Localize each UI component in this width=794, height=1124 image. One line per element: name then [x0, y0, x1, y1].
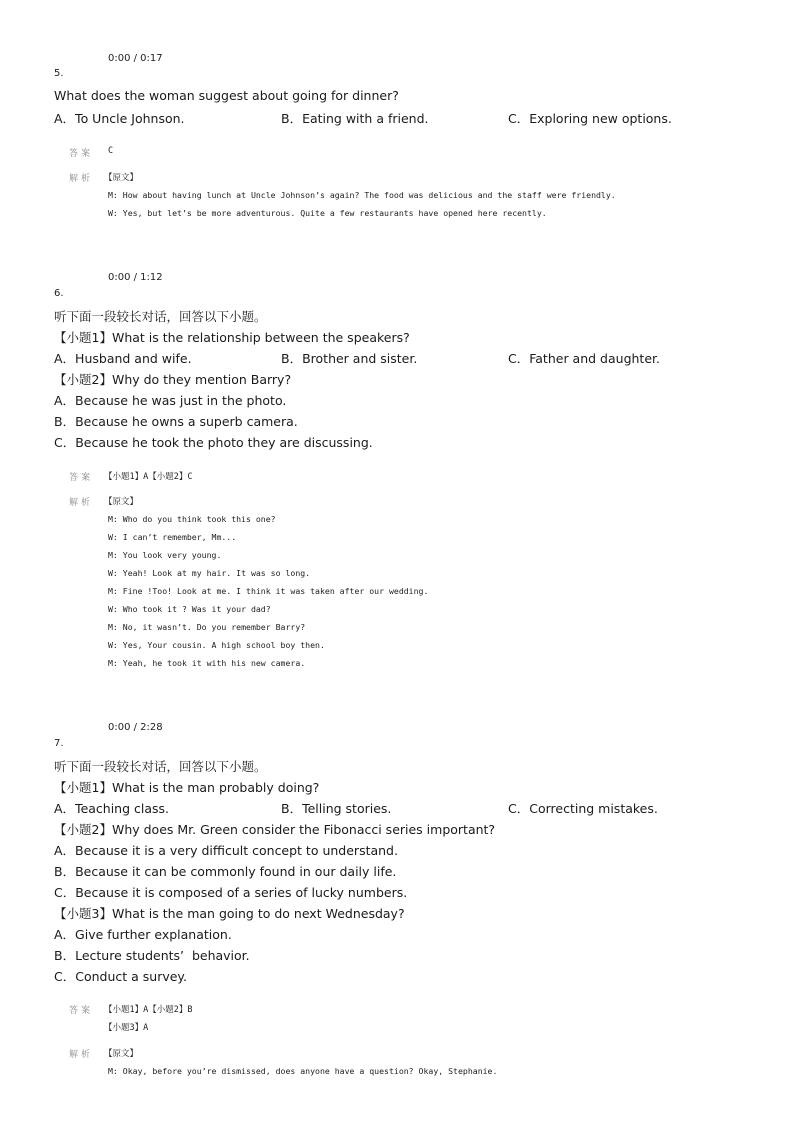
transcript-line: M: How about having lunch at Uncle Johnson’s again? The food was delicious and the staff were friendly.: [108, 190, 616, 200]
transcript-line: W: Yes, Your cousin. A high school boy then.: [108, 640, 325, 650]
transcript-line: M: Okay, before you’re dismissed, does anyone have a question? Okay, Stephanie.: [108, 1066, 498, 1076]
option-c: C．Father and daughter.: [508, 351, 660, 366]
transcript-line: W: Yeah! Look at my hair. It was so long.: [108, 568, 311, 578]
original-text-label: 【原文】: [104, 1049, 139, 1059]
answer-label: 答案: [69, 1006, 94, 1016]
sub-question-1: 【小题1】What is the man probably doing?: [54, 780, 320, 795]
option-c: C．Correcting mistakes.: [508, 801, 658, 816]
transcript-line: M: No, it wasn’t. Do you remember Barry?: [108, 622, 306, 632]
analysis-label: 解析: [69, 498, 94, 508]
answer-label: 答案: [69, 473, 94, 483]
option-a: A．Because it is a very difficult concept to understand.: [54, 843, 398, 858]
question-number: 6.: [54, 288, 64, 299]
question-intro: 听下面一段较长对话，回答以下小题。: [54, 309, 267, 324]
option-c: C．Because he took the photo they are discussing.: [54, 435, 373, 450]
transcript-line: W: Yes, but let’s be more adventurous. Quite a few restaurants have opened here recently.: [108, 208, 547, 218]
option-a: A．Because he was just in the photo.: [54, 393, 287, 408]
audio-time-q5[interactable]: 0:00 / 0:17: [108, 53, 163, 64]
answer-label: 答案: [69, 149, 94, 159]
option-a: A．Teaching class.: [54, 801, 170, 816]
option-b: B．Eating with a friend.: [281, 111, 429, 126]
analysis-label: 解析: [69, 174, 94, 184]
option-a: A．Husband and wife.: [54, 351, 192, 366]
sub-question-2: 【小题2】Why does Mr. Green consider the Fibonacci series important?: [54, 822, 496, 837]
answer-value: 【小题3】A: [104, 1023, 149, 1033]
answer-value: 【小题1】A【小题2】C: [104, 472, 193, 482]
audio-time-q7[interactable]: 0:00 / 2:28: [108, 722, 163, 733]
sub-question-3: 【小题3】What is the man going to do next Wednesday?: [54, 906, 405, 921]
answer-value: 【小题1】A【小题2】B: [104, 1005, 193, 1015]
sub-question-2: 【小题2】Why do they mention Barry?: [54, 372, 292, 387]
question-number: 5.: [54, 68, 64, 79]
original-text-label: 【原文】: [104, 497, 139, 507]
audio-time-q6[interactable]: 0:00 / 1:12: [108, 272, 163, 283]
option-a: A．To Uncle Johnson.: [54, 111, 185, 126]
original-text-label: 【原文】: [104, 173, 139, 183]
option-b: B．Brother and sister.: [281, 351, 418, 366]
option-b: B．Telling stories.: [281, 801, 392, 816]
option-b: B．Lecture students’ behavior.: [54, 948, 250, 963]
option-b: B．Because it can be commonly found in our daily life.: [54, 864, 397, 879]
transcript-line: M: Yeah, he took it with his new camera.: [108, 658, 306, 668]
sub-question-1: 【小题1】What is the relationship between the speakers?: [54, 330, 410, 345]
transcript-line: M: Fine !Too! Look at me. I think it was taken after our wedding.: [108, 586, 429, 596]
transcript-line: M: You look very young.: [108, 550, 222, 560]
answer-value: C: [108, 146, 114, 156]
option-b: B．Because he owns a superb camera.: [54, 414, 298, 429]
option-c: C．Because it is composed of a series of lucky numbers.: [54, 885, 408, 900]
option-a: A．Give further explanation.: [54, 927, 232, 942]
option-c: C．Conduct a survey.: [54, 969, 188, 984]
transcript-line: M: Who do you think took this one?: [108, 514, 276, 524]
option-c: C．Exploring new options.: [508, 111, 672, 126]
question-intro: 听下面一段较长对话，回答以下小题。: [54, 759, 267, 774]
question-text: What does the woman suggest about going for dinner?: [54, 88, 399, 103]
transcript-line: W: Who took it ? Was it your dad?: [108, 604, 271, 614]
question-number: 7.: [54, 738, 64, 749]
analysis-label: 解析: [69, 1050, 94, 1060]
transcript-line: W: I can’t remember, Mm...: [108, 532, 237, 542]
